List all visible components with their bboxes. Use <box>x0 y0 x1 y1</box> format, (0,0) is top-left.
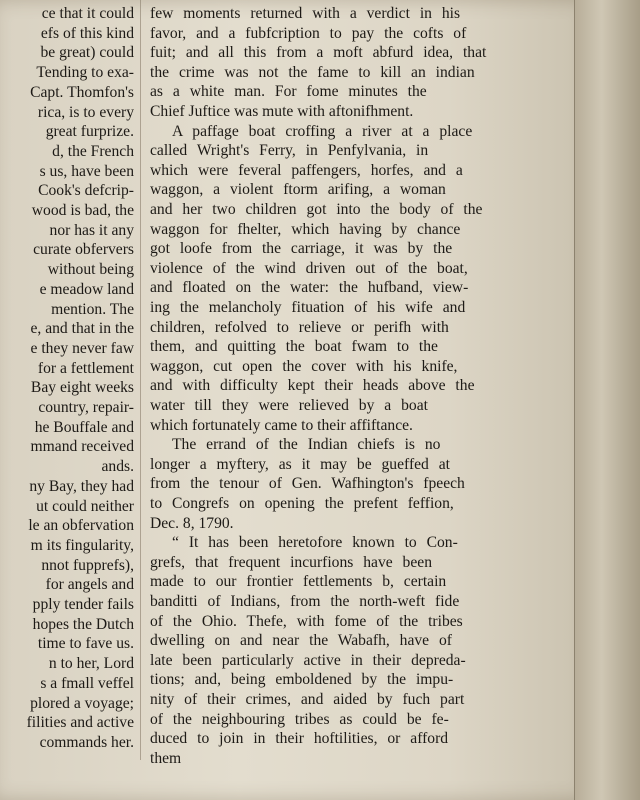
right-column <box>148 0 538 800</box>
text-line: made to our frontier fettlements b, certain <box>150 573 447 591</box>
text-line: late been particularly active in their depreda- <box>150 651 466 669</box>
text-line: few moments returned with a verdict in his <box>150 5 461 22</box>
text-line: rica, is to every <box>37 103 134 121</box>
text-line: which fortunately came to their affiftance. <box>150 416 413 434</box>
text-line: ing the melancholy fituation of his wife and <box>150 299 466 316</box>
text-line: commands her. <box>39 733 134 751</box>
text-line: Bay eight weeks <box>30 379 134 397</box>
text-line: ny Bay, they had <box>29 477 134 495</box>
text-line: the crime was not the fame to kill an indian <box>150 63 475 81</box>
text-line: for angels and <box>45 576 134 594</box>
text-line: s a fmall veffel <box>40 674 134 692</box>
text-line: as a white man. For fome minutes the <box>150 83 427 101</box>
text-line: and her two children got into the body of the <box>150 201 483 218</box>
text-line: duced to join in their hoftilities, or afford <box>150 730 449 748</box>
text-line: curate obfervers <box>33 241 134 259</box>
text-line: plored a voyage; <box>30 694 134 712</box>
text-line: water till they were relieved by a boat <box>150 397 428 414</box>
text-line: Capt. Thomfon's <box>30 83 134 101</box>
text-line: country, repair- <box>38 399 134 416</box>
text-line: got loofe from the carriage, it was by the <box>150 240 453 258</box>
text-line: waggon, cut open the cover with his knife, <box>150 357 458 375</box>
text-line: to Congrefs on opening the prefent feffion, <box>150 495 454 512</box>
text-line: nor has it any <box>49 221 134 239</box>
adjacent-page-edge <box>574 0 640 800</box>
text-line: n to her, Lord <box>48 655 134 673</box>
text-line: favor, and a fubfcription to pay the cofts of <box>150 24 467 42</box>
text-line: The errand of the Indian chiefs is no <box>172 436 441 454</box>
text-line: e, and that in the <box>30 320 134 338</box>
text-line: them, and quitting the boat fwam to the <box>150 338 438 356</box>
column-rule <box>140 0 141 760</box>
text-line: time to fave us. <box>37 635 134 653</box>
text-line: waggon for fhelter, which having by chance <box>150 220 461 238</box>
text-line: hopes the Dutch <box>32 615 134 633</box>
text-line: le an obfervation <box>28 517 134 535</box>
text-line: ce that it could <box>41 5 134 22</box>
text-line: for a fettlement <box>37 359 134 377</box>
text-line: pply tender fails <box>32 596 134 613</box>
text-line: fuit; and all this from a moft abfurd idea, that <box>150 44 487 62</box>
text-line: Cook's defcrip- <box>38 182 134 200</box>
text-line: them <box>150 749 182 767</box>
text-line: mmand received <box>30 438 134 456</box>
text-line: s us, have been <box>39 162 134 180</box>
text-line: Dec. 8, 1790. <box>150 514 234 532</box>
text-line: great furprize. <box>45 123 134 141</box>
text-line: called Wright's Ferry, in Penfylvania, in <box>150 142 429 160</box>
text-line: children, refolved to relieve or perifh with <box>150 318 449 336</box>
text-line: tions; and, being emboldened by the impu- <box>150 671 454 689</box>
text-line: ands. <box>101 458 134 476</box>
text-line: he Bouffale and <box>34 418 134 436</box>
text-line: and floated on the water: the hufband, view- <box>150 279 469 297</box>
text-line: e meadow land <box>39 280 134 298</box>
text-line: efs of this kind <box>40 24 134 42</box>
text-line: dwelling on and near the Wabafh, have of <box>150 632 452 650</box>
text-line: d, the French <box>52 142 134 160</box>
text-line: banditti of Indians, from the north-weft fide <box>150 593 460 610</box>
text-line: from the tenour of Gen. Wafhington's fpeech <box>150 475 465 493</box>
text-line: “ It has been heretofore known to Con- <box>172 534 458 552</box>
text-line: Tending to exa- <box>36 64 134 82</box>
left-column <box>0 0 138 800</box>
text-line: nity of their crimes, and aided by fuch part <box>150 691 465 708</box>
text-line: longer a myftery, as it may be gueffed at <box>150 455 451 473</box>
text-line: of the neighbouring tribes as could be fe- <box>150 710 449 728</box>
text-line: which were feveral paffengers, horfes, and a <box>150 161 463 179</box>
text-line: of the Ohio. Thefe, with fome of the tribes <box>150 612 463 630</box>
text-line: and with difficulty kept their heads above the <box>150 377 475 395</box>
text-line: nnot fupprefs), <box>41 556 134 574</box>
text-line: without being <box>47 261 134 279</box>
text-line: grefs, that frequent incurfions have been <box>150 553 432 571</box>
text-line: violence of the wind driven out of the boat, <box>150 259 468 277</box>
text-line: wood is bad, the <box>31 202 134 219</box>
text-line: e they never faw <box>30 339 134 357</box>
text-line: A paffage boat croffing a river at a place <box>172 122 473 140</box>
text-line: Chief Juftice was mute with aftonifhment. <box>150 103 414 120</box>
text-line: filities and active <box>26 714 134 732</box>
text-line: be great) could <box>40 44 134 62</box>
text-line: waggon, a violent ftorm arifing, a woman <box>150 181 446 199</box>
text-line: mention. The <box>51 300 134 318</box>
text-line: m its fingularity, <box>30 536 134 554</box>
text-line: ut could neither <box>36 497 134 515</box>
